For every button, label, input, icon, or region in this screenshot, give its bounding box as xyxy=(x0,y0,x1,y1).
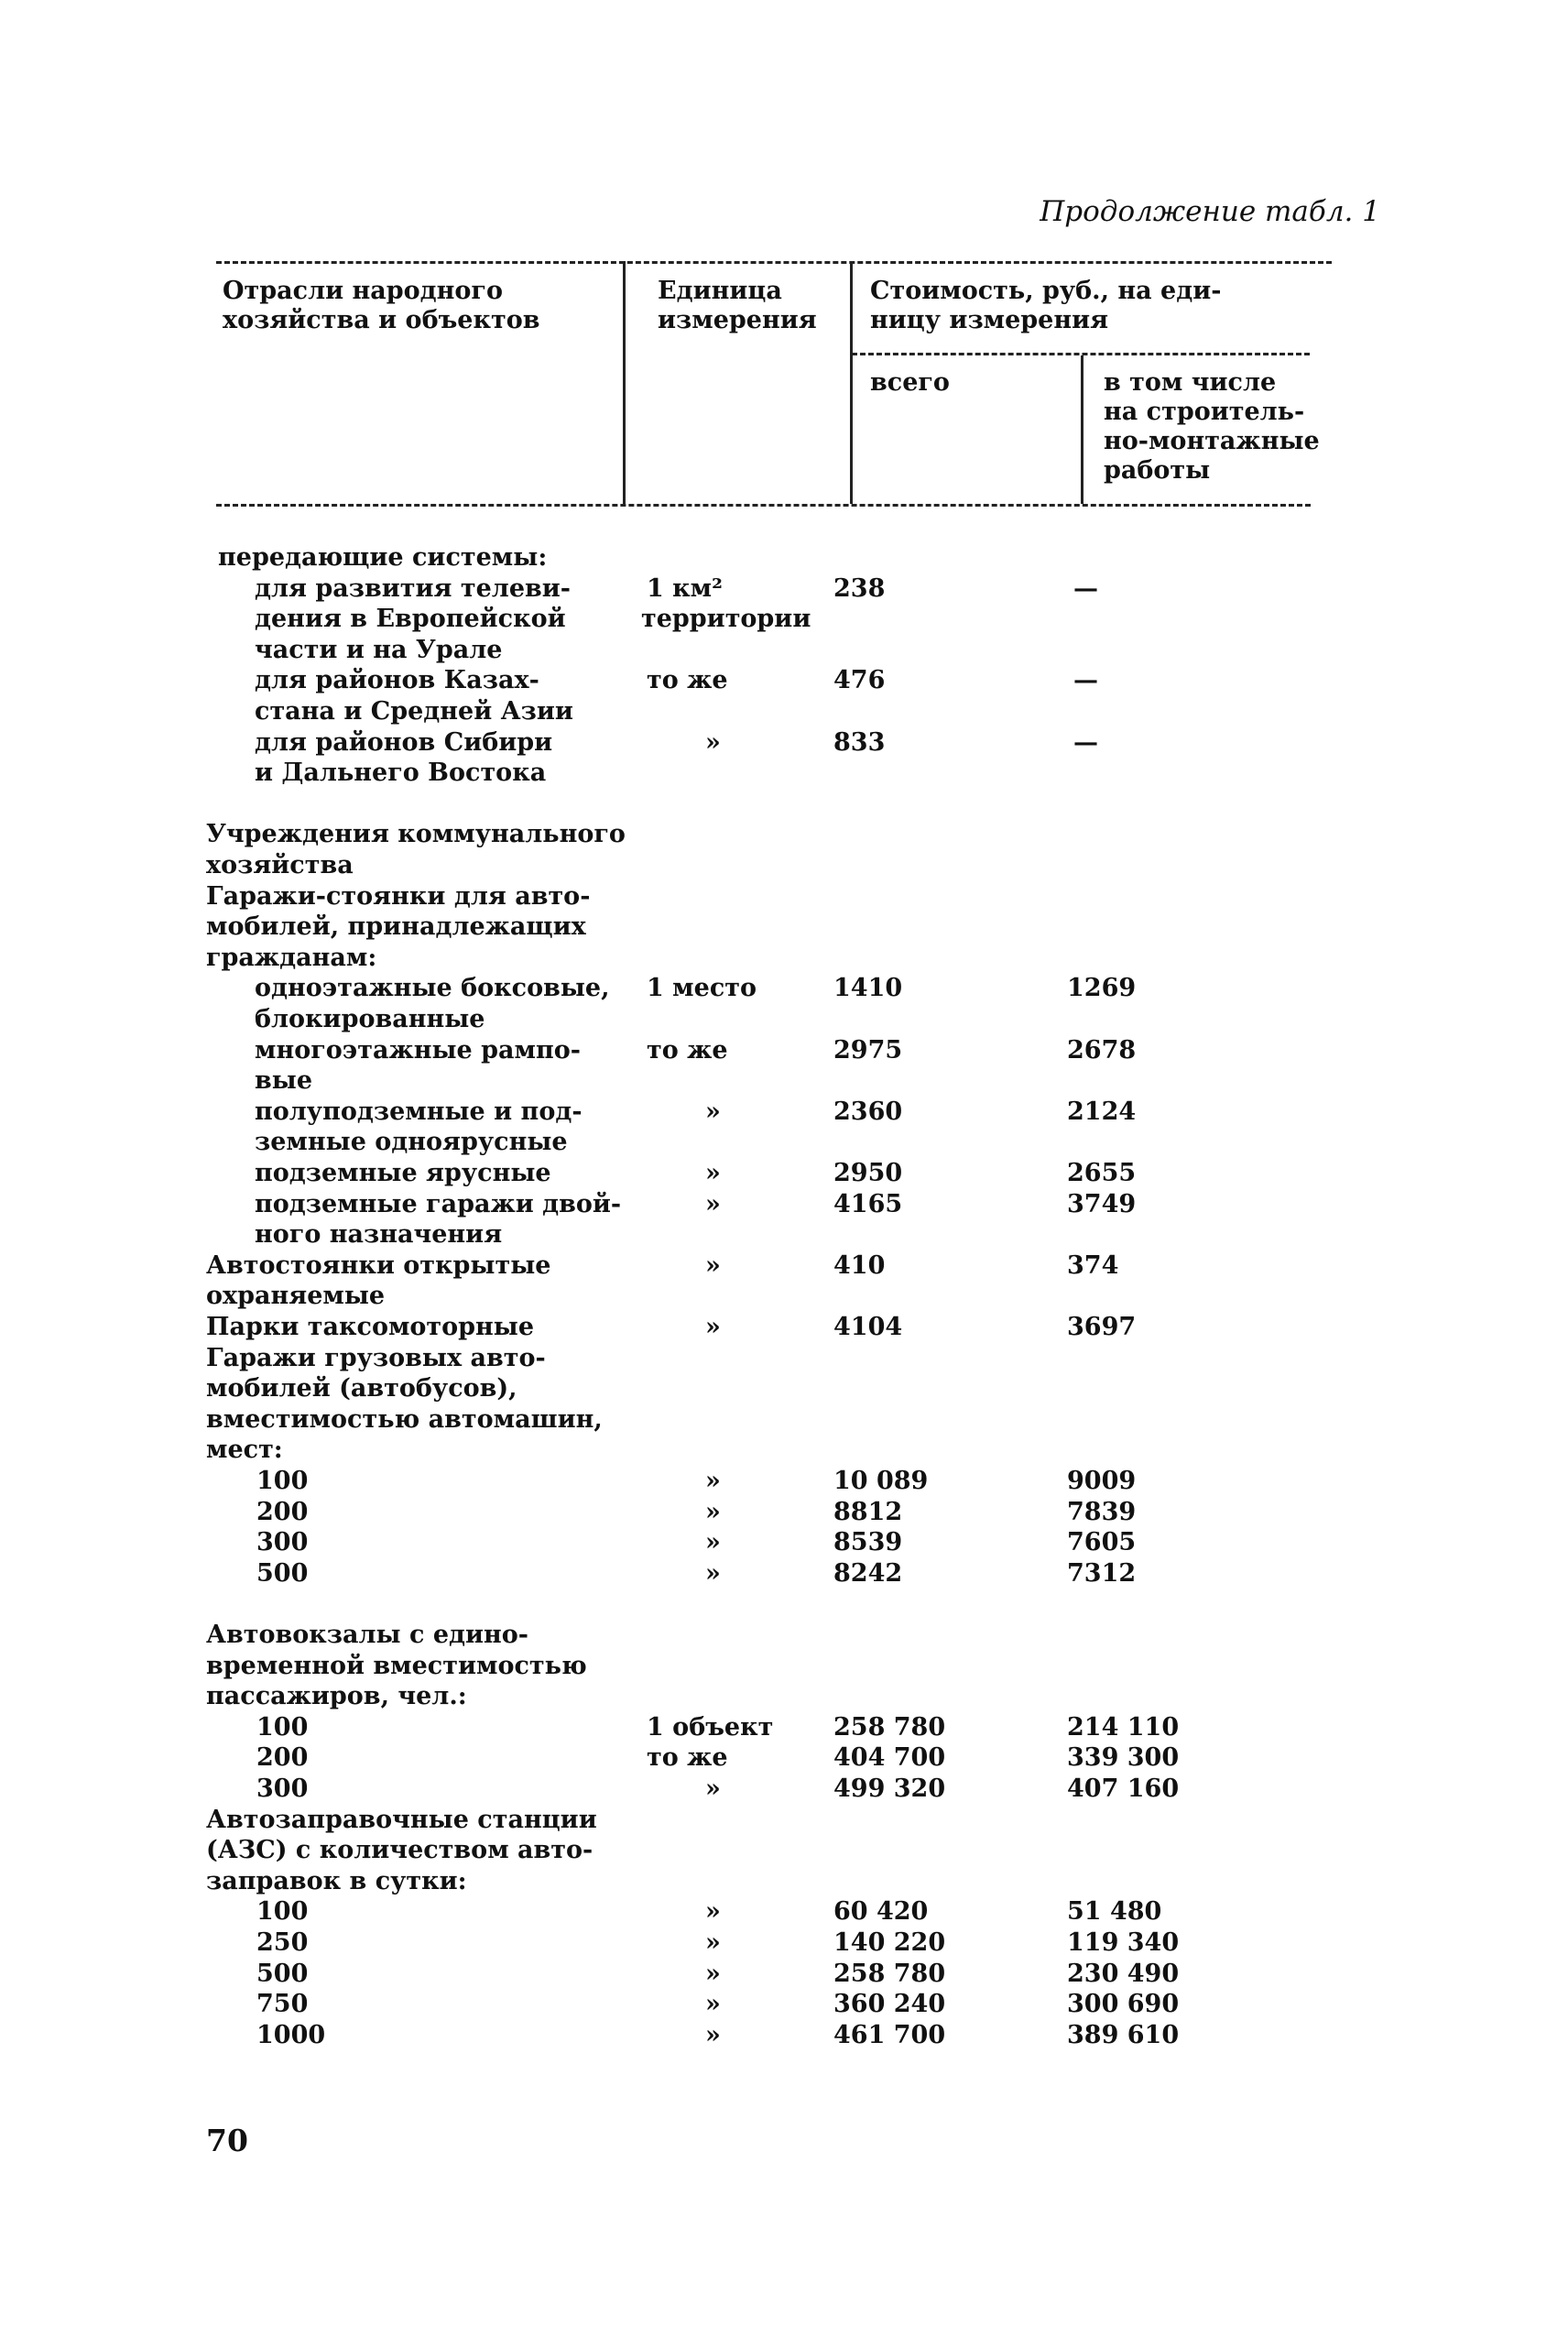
row-unit: » xyxy=(705,728,721,757)
row-construction-cost: 300 690 xyxy=(1067,1990,1180,2018)
row-label: Автозаправочные станции xyxy=(206,1806,597,1834)
row-label: (АЗС) с количеством авто- xyxy=(206,1836,593,1864)
row-construction-cost: — xyxy=(1073,574,1098,603)
row-construction-cost: 2655 xyxy=(1067,1159,1137,1187)
row-label: многоэтажные рампо- xyxy=(255,1036,581,1065)
table-row xyxy=(0,2020,1568,2050)
table-row xyxy=(0,943,1568,973)
table-row xyxy=(0,1835,1568,1865)
table-row xyxy=(0,1620,1568,1650)
row-construction-cost: 339 300 xyxy=(1067,1743,1180,1772)
row-label: Парки таксомоторные xyxy=(206,1313,535,1341)
row-unit: » xyxy=(705,1251,721,1280)
row-label: вместимостью автомашин, xyxy=(206,1405,603,1434)
table-row xyxy=(0,1435,1568,1465)
row-unit: 1 км² xyxy=(647,574,723,603)
row-total: 476 xyxy=(833,666,886,694)
header-col-unit: Единица измерения xyxy=(658,277,817,334)
row-label: и Дальнего Востока xyxy=(255,759,547,787)
table-row xyxy=(0,1189,1568,1219)
row-label: мест: xyxy=(206,1436,283,1464)
table-row xyxy=(0,1404,1568,1435)
table-row xyxy=(0,1035,1568,1065)
row-label: 750 xyxy=(256,1990,309,2018)
table-row xyxy=(0,1343,1568,1373)
table-row xyxy=(0,1774,1568,1804)
table-row xyxy=(0,819,1568,849)
row-label: 500 xyxy=(256,1559,309,1588)
row-total: 1410 xyxy=(833,974,903,1002)
row-label: для районов Казах- xyxy=(255,666,539,694)
row-construction-cost: — xyxy=(1073,728,1098,757)
row-label: пассажиров, чел.: xyxy=(206,1682,467,1710)
row-unit: » xyxy=(705,1775,721,1803)
row-unit: » xyxy=(705,1159,721,1187)
row-unit: » xyxy=(705,1928,721,1957)
table-row xyxy=(0,850,1568,880)
row-total: 4165 xyxy=(833,1190,903,1218)
row-label: 300 xyxy=(256,1775,309,1803)
row-label: Автостоянки открытые xyxy=(206,1251,551,1280)
row-unit: то же xyxy=(647,666,728,694)
row-label: части и на Урале xyxy=(255,636,503,664)
table-row xyxy=(0,973,1568,1003)
table-row xyxy=(0,573,1568,604)
row-label: 200 xyxy=(256,1498,309,1526)
table-caption: Продолжение табл. 1 xyxy=(1040,195,1380,228)
table-row xyxy=(0,1158,1568,1188)
row-label: 1000 xyxy=(256,2021,326,2049)
table-row xyxy=(0,1681,1568,1711)
row-total: 10 089 xyxy=(833,1467,929,1495)
row-label: 100 xyxy=(256,1467,309,1495)
row-label: 100 xyxy=(256,1713,309,1742)
row-label: полуподземные и под- xyxy=(255,1097,583,1126)
row-label: 300 xyxy=(256,1528,309,1556)
table-row xyxy=(0,1651,1568,1681)
row-label: земные одноярусные xyxy=(255,1128,568,1156)
header-divider-3 xyxy=(1081,355,1083,504)
row-unit: » xyxy=(705,1467,721,1495)
table-row xyxy=(0,696,1568,726)
table-row xyxy=(0,1497,1568,1527)
row-total: 140 220 xyxy=(833,1928,946,1957)
row-label: 500 xyxy=(256,1960,309,1988)
row-label: 200 xyxy=(256,1743,309,1772)
header-col-branch: Отрасли народного хозяйства и объектов xyxy=(223,277,540,334)
row-construction-cost: 7839 xyxy=(1067,1498,1137,1526)
row-unit: 1 объект xyxy=(647,1713,774,1742)
table-row xyxy=(0,1250,1568,1281)
row-construction-cost: 9009 xyxy=(1067,1467,1137,1495)
table-row xyxy=(0,1927,1568,1958)
row-label: временной вместимостью xyxy=(206,1652,587,1680)
row-label: Гаражи грузовых авто- xyxy=(206,1344,546,1372)
row-unit: » xyxy=(705,1897,721,1926)
row-label: мобилей (автобусов), xyxy=(206,1374,517,1403)
header-divider-2 xyxy=(850,261,853,504)
table-row xyxy=(0,881,1568,912)
row-label: для районов Сибири xyxy=(255,728,553,757)
row-label: ного назначения xyxy=(255,1220,503,1249)
table-row xyxy=(0,1466,1568,1496)
row-total: 404 700 xyxy=(833,1743,946,1772)
row-label: охраняемые xyxy=(206,1282,386,1310)
row-total: 2950 xyxy=(833,1159,903,1187)
header-divider-1 xyxy=(623,261,626,504)
row-label: гражданам: xyxy=(206,944,377,972)
row-label: подземные гаражи двой- xyxy=(255,1190,622,1218)
header-col-construction: в том числе на строитель- но-монтажные работы xyxy=(1104,368,1320,485)
table-row xyxy=(0,1805,1568,1835)
row-total: 60 420 xyxy=(833,1897,929,1926)
row-total: 8539 xyxy=(833,1528,903,1556)
row-label: мобилей, принадлежащих xyxy=(206,912,586,941)
row-unit: » xyxy=(705,1990,721,2018)
row-construction-cost: 3749 xyxy=(1067,1190,1137,1218)
row-construction-cost: 2124 xyxy=(1067,1097,1137,1126)
row-label: Гаражи-стоянки для авто- xyxy=(206,882,591,911)
row-unit: » xyxy=(705,1498,721,1526)
row-label: стана и Средней Азии xyxy=(255,697,573,726)
row-total: 238 xyxy=(833,574,886,603)
table-row xyxy=(0,1712,1568,1742)
row-construction-cost: 389 610 xyxy=(1067,2021,1180,2049)
row-label: одноэтажные боксовые, xyxy=(255,974,610,1002)
table-row xyxy=(0,1312,1568,1342)
row-construction-cost: 3697 xyxy=(1067,1313,1137,1341)
row-unit: » xyxy=(705,1313,721,1341)
header-top-rule xyxy=(216,261,1332,264)
row-label: 100 xyxy=(256,1897,309,1926)
row-construction-cost: — xyxy=(1073,666,1098,694)
row-label: заправок в сутки: xyxy=(206,1867,467,1895)
row-total: 258 780 xyxy=(833,1960,946,1988)
header-col-cost: Стоимость, руб., на еди- ницу измерения xyxy=(870,277,1222,334)
row-construction-cost: 7605 xyxy=(1067,1528,1137,1556)
row-construction-cost: 1269 xyxy=(1067,974,1137,1002)
row-construction-cost: 407 160 xyxy=(1067,1775,1180,1803)
table-row xyxy=(0,1373,1568,1403)
row-total: 4104 xyxy=(833,1313,903,1341)
row-total: 2975 xyxy=(833,1036,903,1065)
row-label: Автовокзалы с едино- xyxy=(206,1621,529,1649)
row-unit: » xyxy=(705,1960,721,1988)
row-construction-cost: 374 xyxy=(1067,1251,1119,1280)
row-unit: » xyxy=(705,1190,721,1218)
row-construction-cost: 2678 xyxy=(1067,1036,1137,1065)
table-row xyxy=(0,1742,1568,1773)
table-row xyxy=(0,1065,1568,1096)
row-construction-cost: 51 480 xyxy=(1067,1897,1162,1926)
table-row xyxy=(0,1097,1568,1127)
row-unit: » xyxy=(705,1559,721,1588)
row-total: 461 700 xyxy=(833,2021,946,2049)
row-total: 833 xyxy=(833,728,886,757)
row-construction-cost: 7312 xyxy=(1067,1559,1137,1588)
header-col-total: всего xyxy=(870,368,950,397)
row-total: 2360 xyxy=(833,1097,903,1126)
table-row xyxy=(0,1527,1568,1557)
row-total: 410 xyxy=(833,1251,886,1280)
table-row xyxy=(0,1989,1568,2019)
table-row xyxy=(0,1281,1568,1311)
row-label: 250 xyxy=(256,1928,309,1957)
row-label: хозяйства xyxy=(206,851,354,879)
table-row xyxy=(0,542,1568,573)
row-label: блокированные xyxy=(255,1005,485,1033)
table-row xyxy=(0,1959,1568,1989)
table-row xyxy=(0,912,1568,942)
table-row xyxy=(0,665,1568,695)
row-label: подземные ярусные xyxy=(255,1159,551,1187)
row-label: для развития телеви- xyxy=(255,574,571,603)
row-unit: 1 место xyxy=(647,974,757,1002)
row-construction-cost: 214 110 xyxy=(1067,1713,1180,1742)
row-total: 499 320 xyxy=(833,1775,946,1803)
table-row xyxy=(0,635,1568,665)
row-unit: » xyxy=(705,1528,721,1556)
table-row xyxy=(0,1558,1568,1589)
table-row xyxy=(0,604,1568,634)
table-row xyxy=(0,1896,1568,1927)
row-label: дения в Европейской xyxy=(255,605,566,633)
table-row xyxy=(0,758,1568,788)
table-row xyxy=(0,1866,1568,1896)
row-construction-cost: 230 490 xyxy=(1067,1960,1180,1988)
row-label: передающие системы: xyxy=(218,543,548,572)
row-unit: » xyxy=(705,2021,721,2049)
table-row xyxy=(0,1004,1568,1034)
page-number: 70 xyxy=(206,2123,248,2158)
row-construction-cost: 119 340 xyxy=(1067,1928,1180,1957)
row-total: 258 780 xyxy=(833,1713,946,1742)
table-row xyxy=(0,1127,1568,1157)
header-bottom-rule xyxy=(216,504,1311,507)
table-row xyxy=(0,1219,1568,1250)
row-unit: территории xyxy=(641,605,811,633)
row-unit: то же xyxy=(647,1036,728,1065)
row-label: вые xyxy=(255,1066,313,1095)
row-total: 360 240 xyxy=(833,1990,946,2018)
row-label: Учреждения коммунального xyxy=(206,820,626,848)
row-total: 8242 xyxy=(833,1559,903,1588)
row-unit: то же xyxy=(647,1743,728,1772)
row-total: 8812 xyxy=(833,1498,903,1526)
row-unit: » xyxy=(705,1097,721,1126)
table-row xyxy=(0,727,1568,758)
